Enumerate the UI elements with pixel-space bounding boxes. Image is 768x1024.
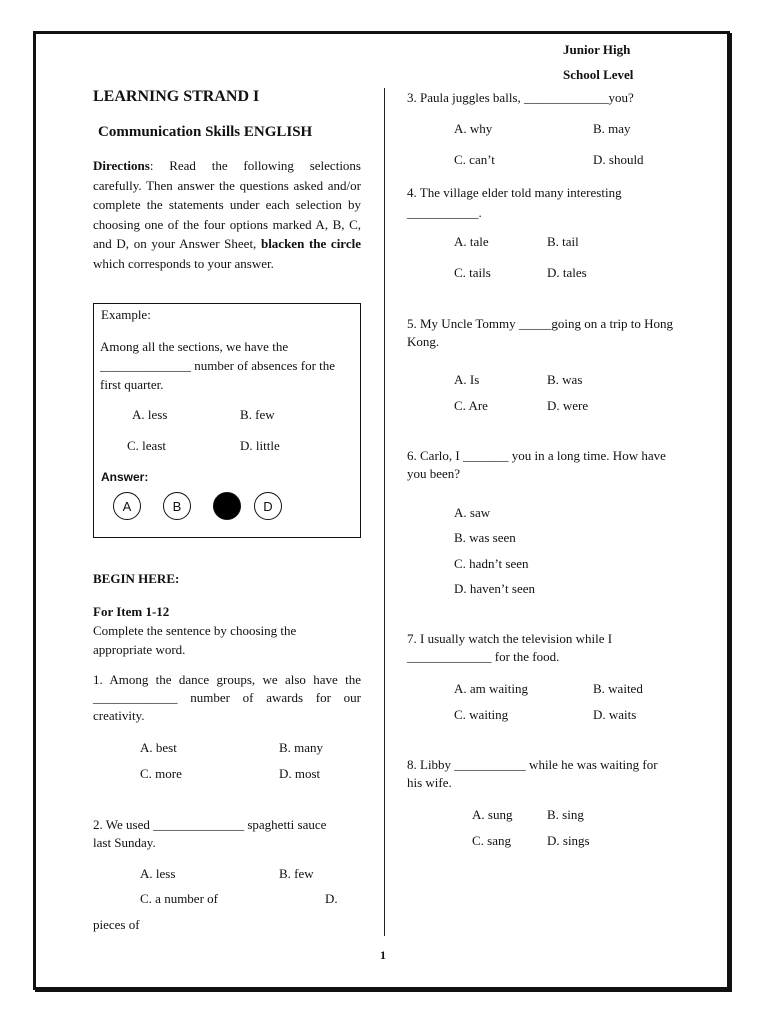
q5-option-a: A. Is [454,372,480,387]
q3-option-c: C. can’t [454,152,495,167]
question-7-stem: 7. I usually watch the television while I _____________ for the food. [407,631,613,664]
header-level-line1: Junior High [563,42,631,57]
directions-text1: : Read the following selections carefully. Then answer the questions asked and/or complete the statements under each selection by choosing one of the four options marked A, B, C, and D, on your Answer Sheet, [93,158,361,251]
q3-option-b: B. may [593,121,631,136]
example-label: Example: [101,307,151,322]
q7-option-d: D. waits [593,707,637,722]
question-5-stem: 5. My Uncle Tommy _____going on a trip to Hong Kong. [407,316,674,349]
q8-option-d: D. sings [547,833,590,848]
begin-heading: BEGIN HERE: [93,571,180,586]
example-stem: Among all the sections, we have the ______________ number of absences for the first quarter. [100,339,336,392]
q2-option-d: D. [325,891,338,906]
header-level-line2: School Level [563,67,634,82]
example-box [93,303,361,538]
answer-bubble-d[interactable]: D [254,492,282,520]
q6-option-a: A. saw [454,505,491,520]
q1-option-a: A. best [140,740,177,755]
q2-option-b: B. few [279,866,314,881]
directions-emphasis: blacken the circle [260,236,361,251]
page-subtitle: Communication Skills ENGLISH [98,124,313,140]
q2-option-c: C. a number of [140,891,218,906]
answer-bubble-a[interactable]: A [113,492,141,520]
for-item-text: Complete the sentence by choosing the appropriate word. [93,623,297,657]
q6-option-b: B. was seen [454,530,516,545]
q2-option-a: A. less [140,866,176,881]
page-number: 1 [380,948,386,962]
q7-option-b: B. waited [593,681,643,696]
answer-bubble-b[interactable]: B [163,492,191,520]
q4-option-b: B. tail [547,234,579,249]
q8-option-b: B. sing [547,807,584,822]
q8-option-c: C. sang [472,833,511,848]
q8-option-a: A. sung [472,807,513,822]
q5-option-d: D. were [547,398,589,413]
q1-option-d: D. most [279,766,321,781]
q1-option-c: C. more [140,766,182,781]
q2-option-d-continued: pieces of [93,917,140,932]
page-title: LEARNING STRAND I [93,88,260,105]
q5-option-c: C. Are [454,398,488,413]
q4-option-a: A. tale [454,234,489,249]
q6-option-c: C. hadn’t seen [454,556,529,571]
question-6-stem: 6. Carlo, I _______ you in a long time. How have you been? [407,448,666,481]
q7-option-c: C. waiting [454,707,509,722]
answer-label: Answer: [101,470,149,484]
q4-option-d: D. tales [547,265,587,280]
q6-option-d: D. haven’t seen [454,581,535,596]
example-option-a: A. less [132,407,168,422]
directions-text2: which corresponds to your answer. [93,255,274,271]
q5-option-b: B. was [547,372,583,387]
directions [93,156,361,273]
directions-label: Directions [93,158,150,173]
question-1-stem: 1. Among the dance groups, we also have the _____________ number of awards for our creativity. [93,672,361,723]
example-option-b: B. few [240,407,275,422]
question-3-stem: 3. Paula juggles balls, _____________you? [407,90,634,105]
answer-bubble-c-filled[interactable] [213,492,241,520]
q3-option-d: D. should [593,152,644,167]
example-option-c: C. least [127,438,166,453]
example-option-d: D. little [240,438,280,453]
question-2-stem: 2. We used ______________ spaghetti sauce last Sunday. [93,817,327,850]
for-item-label: For Item 1-12 [93,604,170,619]
q1-option-b: B. many [279,740,324,755]
q4-option-c: C. tails [454,265,491,280]
q7-option-a: A. am waiting [454,681,529,696]
question-4-stem: 4. The village elder told many interesting ___________. [407,185,622,220]
question-8-stem: 8. Libby ___________ while he was waiting for his wife. [407,757,658,790]
q3-option-a: A. why [454,121,493,136]
column-divider [384,88,385,936]
